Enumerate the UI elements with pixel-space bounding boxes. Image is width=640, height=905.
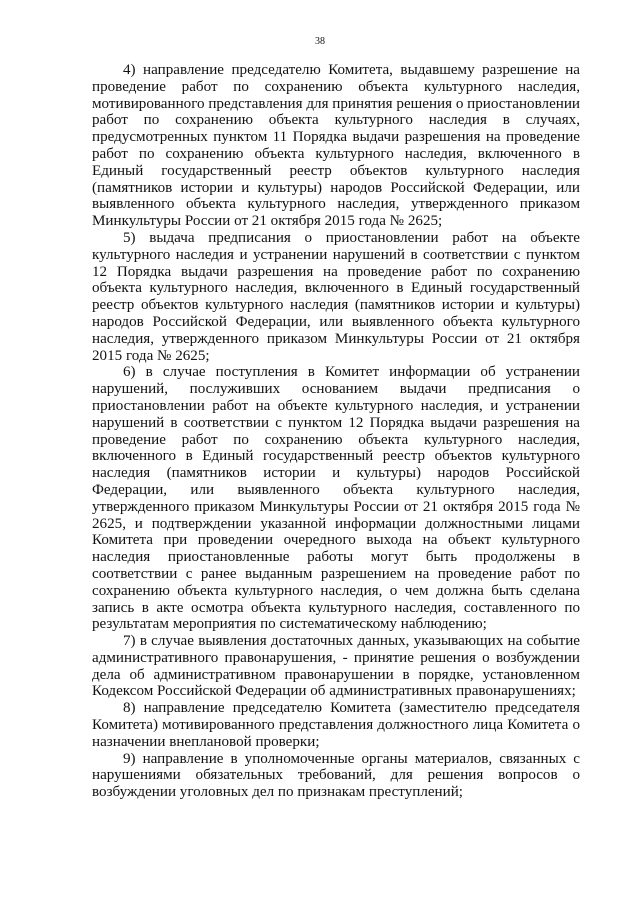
document-body bbox=[92, 62, 580, 801]
paragraph-item-6: 6) в случае поступления в Комитет информации об устранении нарушений, послуживших основанием выдачи предписания о приостановлении работ на объекте культурного наследия, и устранении нарушений в соответствии с пунктом 12 Порядка выдачи разрешения на проведение работ по сохранению объекта культурного наследия, включенного в Единый государственный реестр объектов культурного наследия (памятников истории и культуры) народов Российской Федерации, или выявленного объекта культурного наследия, утвержденного приказом Минкультуры России от 21 октября 2015 года № 2625, и подтверждении указанной информации должностными лицами Комитета при проведении очередного выхода на объект культурного наследия приостановленные работы могут быть продолжены в соответствии с ранее выданным разрешением на проведение работ по сохранению объекта культурного наследия, о чем должна быть сделана запись в акте осмотра объекта культурного наследия, составленного по результатам мероприятия по систематическому наблюдению; bbox=[92, 364, 580, 633]
paragraph-item-8: 8) направление председателю Комитета (заместителю председателя Комитета) мотивированного представления должностного лица Комитета о назначении внеплановой проверки; bbox=[92, 700, 580, 750]
paragraph-item-4: 4) направление председателю Комитета, выдавшему разрешение на проведение работ по сохранению объекта культурного наследия, мотивированного представления для принятия решения о приостановлении работ по сохранению объекта культурного наследия в случаях, предусмотренных пунктом 11 Порядка выдачи разрешения на проведение работ по сохранению объекта культурного наследия, включенного в Единый государственный реестр объектов культурного наследия (памятников истории и культуры) народов Российской Федерации, или выявленного объекта культурного наследия, утвержденного приказом Минкультуры России от 21 октября 2015 года № 2625; bbox=[92, 62, 580, 230]
page-number: 38 bbox=[315, 36, 325, 47]
paragraph-item-5: 5) выдача предписания о приостановлении работ на объекте культурного наследия и устранении нарушений в соответствии с пунктом 12 Порядка выдачи разрешения на проведение работ по сохранению объекта культурного наследия, включенного в Единый государственный реестр объектов культурного наследия (памятников истории и культуры) народов Российской Федерации, или выявленного объекта культурного наследия, утвержденного приказом Минкультуры России от 21 октября 2015 года № 2625; bbox=[92, 229, 580, 364]
paragraph-item-9: 9) направление в уполномоченные органы материалов, связанных с нарушениями обязательных требований, для решения вопросов о возбуждении уголовных дел по признакам преступлений; bbox=[92, 750, 580, 801]
paragraph-item-7: 7) в случае выявления достаточных данных, указывающих на событие административного правонарушения, - принятие решения о возбуждении дела об административном правонарушении в порядке, установленном Кодексом Российской Федерации об административных правонарушениях; bbox=[92, 633, 580, 700]
